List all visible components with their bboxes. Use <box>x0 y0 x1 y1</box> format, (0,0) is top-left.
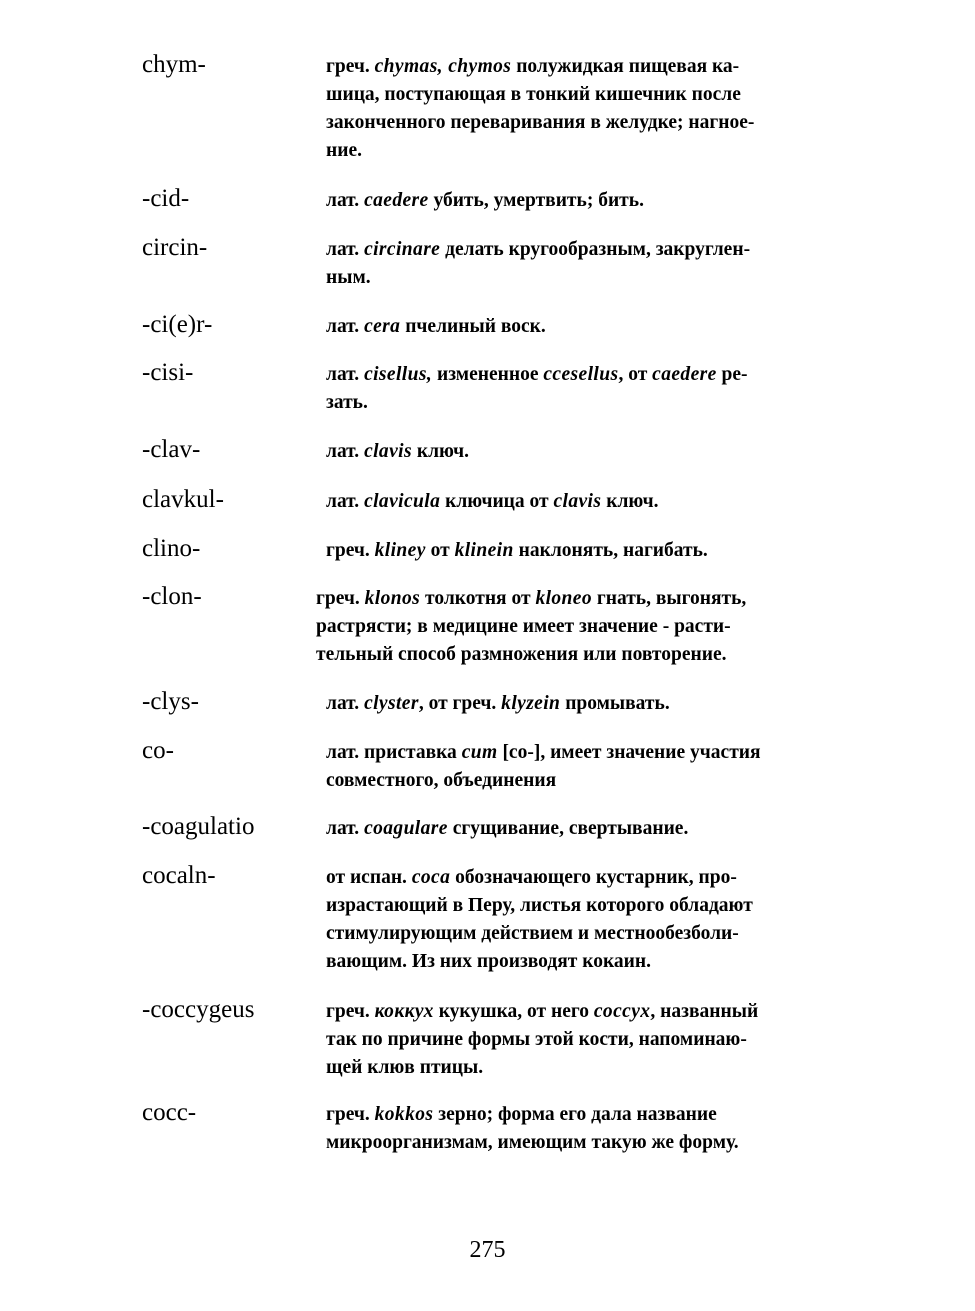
entry-term: -clon- <box>142 583 202 610</box>
definition-text: ре- <box>716 364 748 385</box>
definition-text: наклонять, нагибать. <box>513 540 708 561</box>
etymon-word: klyzein <box>501 693 561 714</box>
definition-line <box>326 767 851 795</box>
definition-text: греч. <box>326 1001 375 1022</box>
entry-definition <box>326 739 851 795</box>
etymon-word: chymas, chymos <box>374 56 512 77</box>
etymon-word: coagulare <box>364 818 448 839</box>
definition-text: ключ. <box>601 491 659 512</box>
etymon-word: cisellus, <box>364 364 433 385</box>
entry-definition <box>326 1101 851 1157</box>
etymon-word: kliney <box>374 540 426 561</box>
definition-text: лат. <box>326 491 365 512</box>
entry-term: -clav- <box>142 436 201 463</box>
definition-text: лат. <box>326 239 365 260</box>
definition-text: ным. <box>326 267 371 288</box>
etymon-word: caedere <box>364 190 429 211</box>
definition-line <box>326 313 851 341</box>
etymon-word: klinein <box>454 540 514 561</box>
etymon-word: clavis <box>553 491 602 512</box>
definition-line <box>326 948 851 976</box>
etymon-word: ccesellus <box>543 364 619 385</box>
etymon-word: coca <box>411 867 451 888</box>
definition-text: гнать, выгонять, <box>592 588 747 609</box>
etymon-word: caedere <box>652 364 717 385</box>
entry-term: co- <box>142 737 174 764</box>
definition-text: тельный способ размножения или повторение. <box>316 644 727 665</box>
entry-term: circin- <box>142 234 208 261</box>
entry-term: -clys- <box>142 688 199 715</box>
definition-line <box>326 739 851 767</box>
definition-text: зать. <box>326 392 368 413</box>
definition-text: щей клюв птицы. <box>326 1057 484 1078</box>
definition-text: толкотня от <box>420 588 536 609</box>
entry-definition <box>326 488 851 516</box>
definition-text: греч. <box>326 56 375 77</box>
definition-line <box>326 109 851 137</box>
definition-text: стимулирующим действием и местнообезболи- <box>326 923 739 944</box>
definition-text: , от <box>618 364 653 385</box>
definition-line <box>326 361 851 389</box>
definition-text: убить, умертвить; бить. <box>428 190 644 211</box>
definition-line <box>326 1026 851 1054</box>
etymon-word: clavis <box>364 441 412 462</box>
definition-line <box>326 264 851 292</box>
definition-text: растрясти; в медицине имеет значение - расти- <box>316 616 731 637</box>
entry-definition <box>316 585 841 669</box>
definition-text: полужидкая пищевая ка- <box>511 56 740 77</box>
definition-text: лат. <box>326 364 365 385</box>
entry-definition <box>326 998 851 1082</box>
entry-definition <box>326 361 851 417</box>
definition-text: [co-], имеет значение участия <box>497 742 761 763</box>
definition-text: зерно; форма его дала название <box>433 1104 717 1125</box>
definition-text: делать кругообразным, закруглен- <box>440 239 751 260</box>
definition-line <box>326 81 851 109</box>
definition-text: промывать. <box>560 693 670 714</box>
definition-text: лат. <box>326 316 365 337</box>
definition-line <box>316 641 841 669</box>
definition-text: микроорганизмам, имеющим такую же форму. <box>326 1132 739 1153</box>
definition-text: от <box>425 540 455 561</box>
definition-text: так по причине формы этой кости, напоминаю- <box>326 1029 747 1050</box>
definition-text: лат. <box>326 693 365 714</box>
definition-text: кукушка, от него <box>433 1001 594 1022</box>
entry-term: cocc- <box>142 1099 197 1126</box>
definition-text: , от греч. <box>418 693 502 714</box>
entry-term: -coccygeus <box>142 996 255 1023</box>
entry-term: -coagulatio <box>142 813 255 840</box>
definition-line <box>326 438 851 466</box>
etymon-word: klonos <box>364 588 421 609</box>
definition-line <box>326 920 851 948</box>
definition-text: измененное <box>432 364 544 385</box>
etymon-word: cum <box>461 742 498 763</box>
definition-text: от испан. <box>326 867 412 888</box>
definition-text: греч. <box>326 1104 375 1125</box>
definition-text: , названный <box>650 1001 759 1022</box>
definition-line <box>326 998 851 1026</box>
definition-line <box>326 1101 851 1129</box>
etymon-word: коккух <box>374 1001 434 1022</box>
definition-text: греч. <box>326 540 375 561</box>
definition-text: пчелиный воск. <box>400 316 546 337</box>
definition-line <box>326 690 851 718</box>
definition-text: ключица от <box>440 491 554 512</box>
definition-line <box>326 236 851 264</box>
entry-definition <box>326 864 851 976</box>
definition-line <box>316 585 841 613</box>
definition-line <box>326 537 851 565</box>
definition-text: вающим. Из них производят кокаин. <box>326 951 652 972</box>
definition-line <box>326 187 851 215</box>
etymon-word: kloneo <box>535 588 593 609</box>
entry-term: clino- <box>142 535 201 562</box>
page-number: 275 <box>469 1237 506 1263</box>
entry-definition <box>326 690 851 718</box>
entry-definition <box>326 53 851 165</box>
definition-line <box>326 389 851 417</box>
definition-line <box>316 613 841 641</box>
definition-line <box>326 137 851 165</box>
entry-definition <box>326 313 851 341</box>
definition-text: израстающий в Перу, листья которого обладают <box>326 895 753 916</box>
definition-text: сгущивание, свертывание. <box>447 818 689 839</box>
definition-text: лат. приставка <box>326 742 462 763</box>
definition-text: совместного, объединения <box>326 770 557 791</box>
entry-definition <box>326 815 851 843</box>
definition-line <box>326 864 851 892</box>
definition-text: лат. <box>326 190 365 211</box>
entry-definition <box>326 236 851 292</box>
entry-term: -ci(e)r- <box>142 311 213 338</box>
etymon-word: clyster <box>364 693 419 714</box>
entry-definition <box>326 438 851 466</box>
definition-text: обозначающего кустарник, про- <box>450 867 737 888</box>
entry-definition <box>326 537 851 565</box>
entry-term: chym- <box>142 51 206 78</box>
entry-term: -cid- <box>142 185 190 212</box>
definition-text: шица, поступающая в тонкий кишечник после <box>326 84 741 105</box>
definition-line <box>326 53 851 81</box>
definition-line <box>326 488 851 516</box>
definition-line <box>326 1054 851 1082</box>
entry-term: -cisi- <box>142 359 194 386</box>
definition-line <box>326 815 851 843</box>
etymon-word: coccyx <box>593 1001 651 1022</box>
definition-text: лат. <box>326 441 365 462</box>
entry-term: cocaln- <box>142 862 216 889</box>
definition-text: законченного переваривания в желудке; нагное- <box>326 112 755 133</box>
definition-line <box>326 892 851 920</box>
etymon-word: clavicula <box>364 491 441 512</box>
entry-term: clavkul- <box>142 486 224 513</box>
etymon-word: kokkos <box>374 1104 434 1125</box>
definition-line <box>326 1129 851 1157</box>
definition-text: ние. <box>326 140 363 161</box>
definition-text: лат. <box>326 818 365 839</box>
definition-text: ключ. <box>411 441 470 462</box>
entry-definition <box>326 187 851 215</box>
definition-text: греч. <box>316 588 365 609</box>
etymon-word: circinare <box>364 239 441 260</box>
etymon-word: cera <box>364 316 401 337</box>
